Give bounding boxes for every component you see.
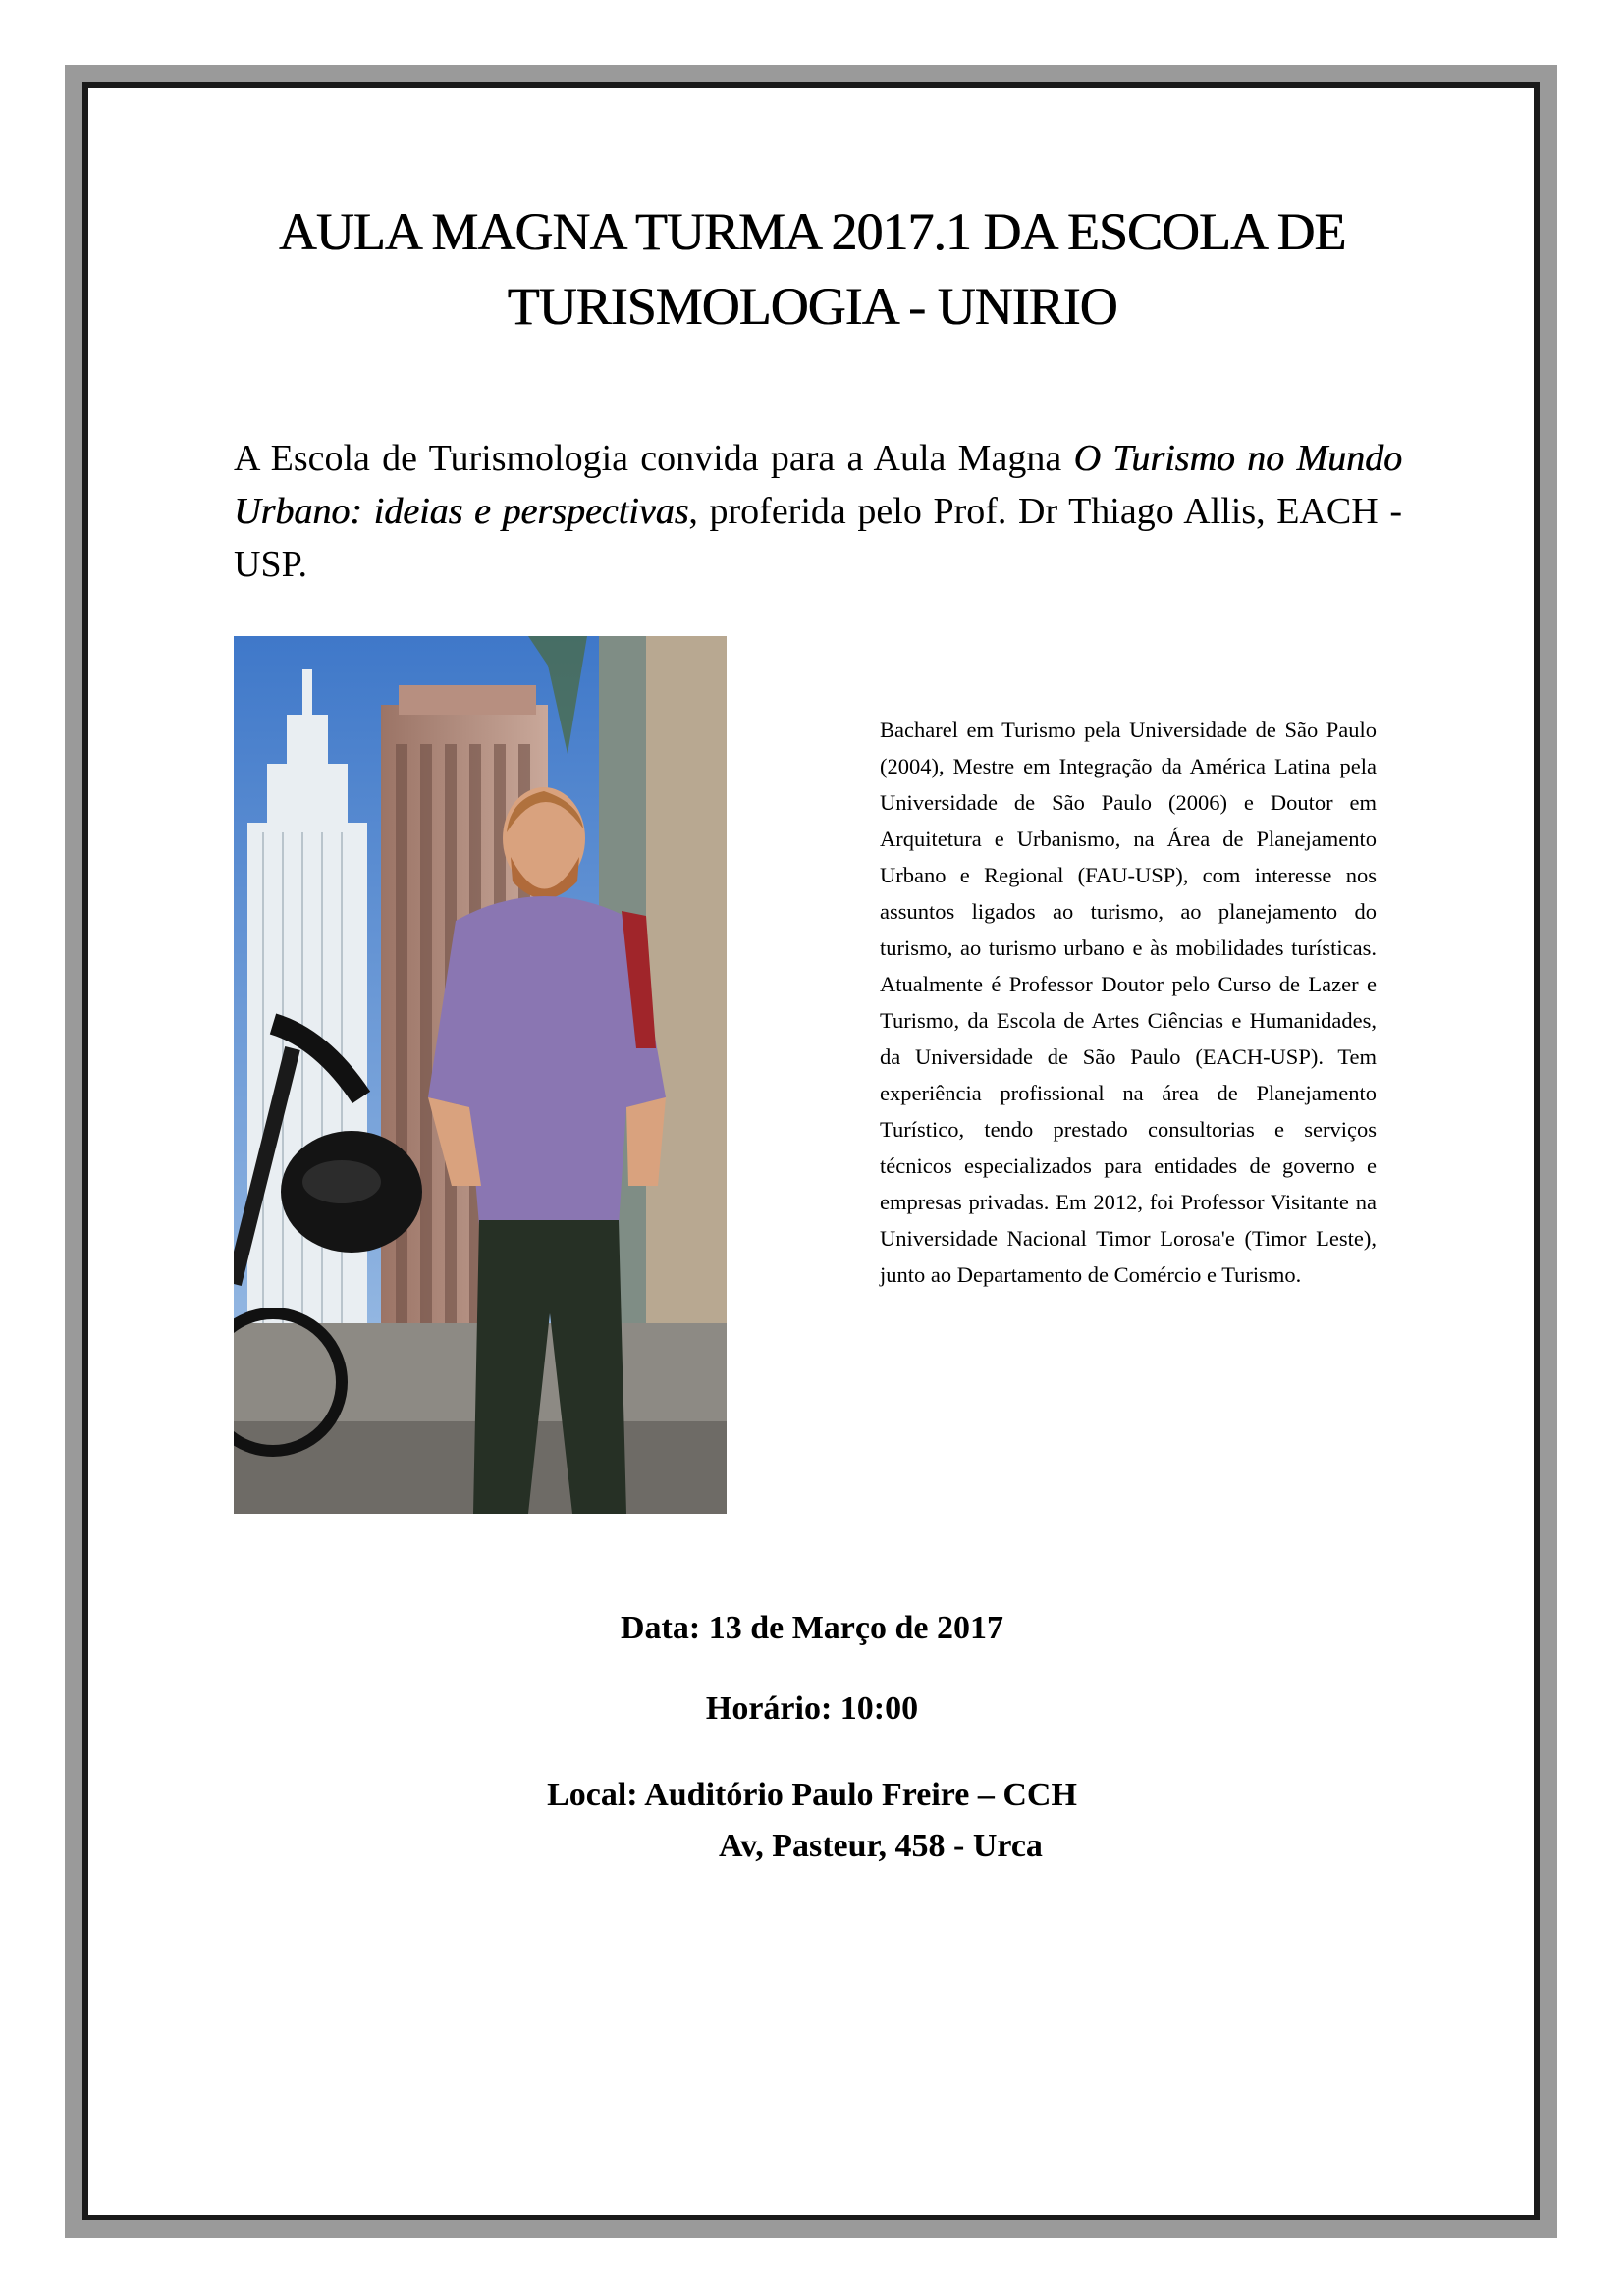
title-line-2: TURISMOLOGIA - UNIRIO bbox=[507, 277, 1117, 336]
event-time: Horário: 10:00 bbox=[705, 1690, 919, 1727]
event-date: Data: 13 de Março de 2017 bbox=[621, 1610, 1003, 1646]
speaker-photo bbox=[234, 636, 727, 1514]
event-address: Av, Pasteur, 458 - Urca bbox=[719, 1828, 1043, 1864]
lecture-title: O Turismo no Mundo Urbano: ideias e perspectivas bbox=[234, 438, 1402, 532]
invitation-suffix: , proferida pelo Prof. Dr Thiago Allis, EACH - USP. bbox=[234, 491, 1403, 585]
page-title bbox=[147, 194, 1477, 344]
invitation-paragraph bbox=[234, 432, 1402, 591]
speaker-bio: Bacharel em Turismo pela Universidade de São Paulo (2004), Mestre em Integração da América Latina pela Universidade de São Paulo (2006) e Doutor em Arquitetura e Urbanismo, na Área de Planejamento Urbano e Regional (FAU-USP), com interesse nos assuntos ligados ao turismo, ao planejamento do turismo, ao turismo urbano e às mobilidades turísticas. Atualmente é Professor Doutor pelo Curso de Lazer e Turismo, da Escola de Artes Ciências e Humanidades, da Universidade de São Paulo (EACH-USP). Tem experiência profissional na área de Planejamento Turístico, tendo prestado consultorias e serviços técnicos especializados para entidades de governo e empresas privadas. Em 2012, foi Professor Visitante na Universidade Nacional Timor Lorosa'e (Timor Leste), junto ao Departamento de Comércio e Turismo. bbox=[880, 718, 1377, 1287]
title-line-1: AULA MAGNA TURMA 2017.1 DA ESCOLA DE bbox=[278, 202, 1346, 261]
event-location: Local: Auditório Paulo Freire – CCH bbox=[547, 1777, 1077, 1813]
invitation-prefix: A Escola de Turismologia convida para a Aula Magna bbox=[234, 438, 1074, 479]
